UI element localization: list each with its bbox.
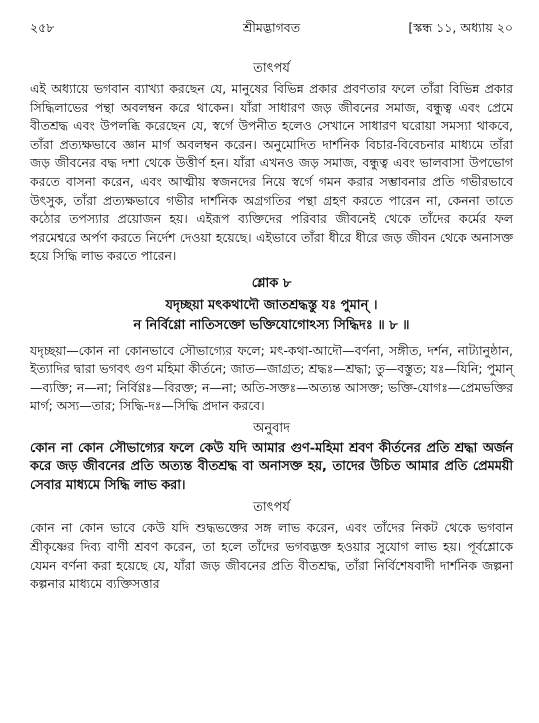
purport-heading-2: তাৎপর্য [253,500,290,516]
page-content [30,60,513,594]
verse-line-1: যদৃচ্ছয়া মৎকথাদৌ জাতশ্রদ্ধস্তু যঃ পুমান্ । [165,297,378,313]
chapter-reference: [স্কন্ধ ১১, অধ্যায় ২০ [408,20,513,35]
page-number: ২৫৮ [30,20,55,35]
verse-title: শ্লোক ৮ [251,275,292,291]
book-title: শ্রীমদ্ভাগবত [242,20,301,35]
translation-heading: অনুবাদ [253,420,290,436]
purport-heading: তাৎপর্য [253,61,290,76]
verse-line-2: ন নির্বিণ্ণো নাতিসক্তো ভক্তিযোগোঽস্য সিদ্ধিদঃ ॥ ৮ ॥ [133,317,410,333]
translation-paragraph: কোন না কোন সৌভাগ্যের ফলে কেউ যদি আমার গুণ-মহিমা শ্রবণ কীর্তনের প্রতি শ্রদ্ধা অর্জন করে জড় জীবনের প্রতি অত্যন্ত বীতশ্রদ্ধ বা অনাসক্ত হয়, তাদের উচিত আমার প্রতি প্রেমময়ী সেবার মাধ্যমে সিদ্ধি লাভ করা। [30,440,513,493]
synonyms-paragraph: যদৃচ্ছয়া—কোন না কোনভাবে সৌভাগ্যের ফলে; মৎ-কথা-আদৌ—বর্ণনা, সঙ্গীত, দর্শন, নাট্যানুষ্ঠান, ইত্যাদির দ্বারা ভগবৎ গুণ মহিমা কীর্তনে; জাত—জাগ্রত; শ্রদ্ধঃ—শ্রদ্ধা; তু—বস্তুত; যঃ—যিনি; পুমান্—ব্যক্তি; ন—না; নির্বিণ্ণঃ—বিরক্ত; ন—না; অতি-সক্তঃ—অত্যন্ত আসক্ত; ভক্তি-যোগঃ—প্রেমভক্তির মার্গ; অস্য—তার; সিদ্ধি-দঃ—সিদ্ধি প্রদান করবে। [30,342,513,414]
purport-paragraph-2: কোন না কোন ভাবে কেউ যদি শুদ্ধভক্তের সঙ্গ লাভ করেন, এবং তাঁদের নিকট থেকে ভগবান শ্রীকৃষ্ণের দিব্য বাণী শ্রবণ করেন, তা হলে তাঁদের ভগবদ্ভক্ত হওয়ার সুযোগ লাভ হয়। পূর্বশ্লোকে যেমন বর্ণনা করা হয়েছে যে, যাঁরা জড় জীবনের প্রতি বীতশ্রদ্ধ, তাঁরা নির্বিশেষবাদী দার্শনিক জল্পনা কল্পনার মাধ্যমে ব্যক্তিসত্তার [30,520,513,592]
purport-paragraph: এই অধ্যায়ে ভগবান ব্যাখ্যা করছেন যে, মানুষের বিভিন্ন প্রকার প্রবণতার ফলে তাঁরা বিভিন্ন প্রকার সিদ্ধিলাভের পন্থা অবলম্বন করে থাকেন। যাঁরা সাধারণ জড় জীবনের সমাজ, বন্ধুত্ব এবং প্রেমে বীতশ্রদ্ধ এবং উপলব্ধি করেছেন যে, স্বর্গে উপনীত হলেও সেখানে সাধারণ ঘরোয়া সমস্যা থাকবে, তাঁরা প্রত্যক্ষভাবে জ্ঞান মার্গ অবলম্বন করেন। অনুমোদিত দার্শনিক বিচার-বিবেচনার মাধ্যমে তাঁরা জড় জীবনের বদ্ধ দশা থেকে উত্তীর্ণ হন। যাঁরা এখনও জড় সমাজ, বন্ধুত্ব এবং ভালবাসা উপভোগ করতে বাসনা করেন, এবং আত্মীয় স্বজনদের নিয়ে স্বর্গে গমন করার সম্ভাবনার প্রতি গভীরভাবে উৎসুক, তাঁরা প্রত্যক্ষভাবে গভীর দার্শনিক অগ্রগতির পন্থা গ্রহণ করতে পারেন না, কেননা তাতে কঠোর তপস্যার প্রয়োজন হয়। এইরূপ ব্যক্তিদের পরিবার জীবনেই থেকে তাঁদের কর্মের ফল পরমেশ্বরে অর্পণ করতে নির্দেশ দেওয়া হয়েছে। এইভাবে তাঁরা ধীরে ধীরে জড় জীবন থেকে অনাসক্ত হয়ে সিদ্ধি লাভ করতে পারেন। [30,81,513,264]
page-header [30,20,513,40]
